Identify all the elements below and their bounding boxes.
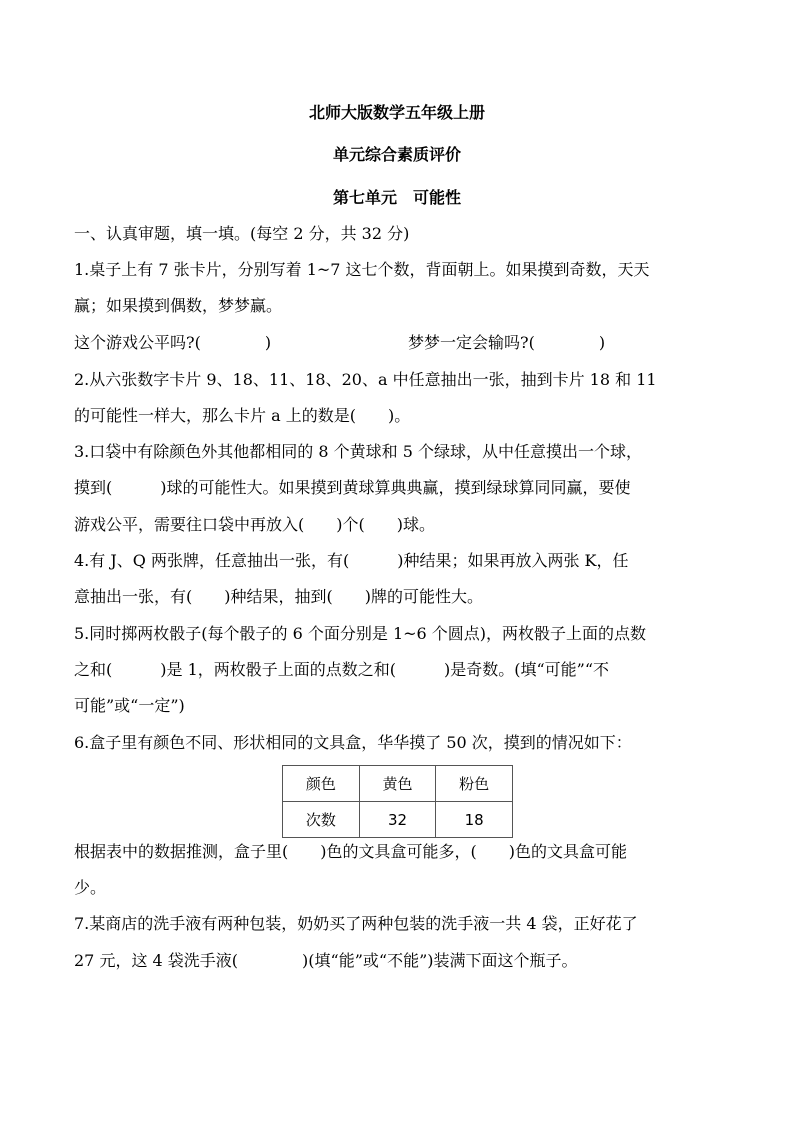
question-1-line-2: 赢；如果摸到偶数，梦梦赢。	[74, 296, 283, 315]
question-3-line-3: 游戏公平，需要往口袋中再放入( )个( )球。	[74, 515, 435, 534]
question-5-line-3: 可能”或“一定”)	[74, 696, 185, 715]
table-header-cell: 颜色	[283, 766, 360, 802]
table-row	[283, 766, 513, 802]
question-1-part-b: 梦梦一定会输吗?( )	[408, 333, 606, 352]
question-6-line-1: 6.盒子里有颜色不同、形状相同的文具盒，华华摸了 50 次，摸到的情况如下：	[74, 733, 632, 752]
question-1-line-1: 1.桌子上有 7 张卡片，分别写着 1~7 这七个数，背面朝上。如果摸到奇数，天天	[74, 260, 650, 279]
table-cell: 18	[436, 802, 513, 838]
document-title: 北师大版数学五年级上册	[308, 103, 485, 122]
question-6-line-3: 少。	[74, 878, 107, 897]
table-cell: 32	[359, 802, 436, 838]
question-4-line-2: 意抽出一张，有( )种结果，抽到( )牌的可能性大。	[74, 587, 483, 606]
question-2-line-2: 的可能性一样大，那么卡片 a 上的数是( )。	[74, 406, 411, 425]
question-4-line-1: 4.有 J、Q 两张牌，任意抽出一张，有( )种结果；如果再放入两张 K，任	[74, 551, 629, 570]
question-3-line-2: 摸到( )球的可能性大。如果摸到黄球算典典赢，摸到绿球算同同赢，要使	[74, 478, 631, 497]
section-heading: 一、认真审题，填一填。(每空 2 分，共 32 分)	[74, 224, 410, 243]
question-6-line-2: 根据表中的数据推测，盒子里( )色的文具盒可能多，( )色的文具盒可能	[74, 842, 627, 861]
question-2-line-1: 2.从六张数字卡片 9、18、11、18、20、a 中任意抽出一张，抽到卡片 18 和 11	[74, 370, 657, 389]
question-5-line-1: 5.同时掷两枚骰子(每个骰子的 6 个面分别是 1~6 个圆点)，两枚骰子上面的点数	[74, 624, 647, 643]
document-subtitle: 单元综合素质评价	[332, 145, 461, 164]
question-7-line-1: 7.某商店的洗手液有两种包装，奶奶买了两种包装的洗手液一共 4 袋，正好花了	[74, 914, 638, 933]
unit-title: 第七单元 可能性	[332, 188, 461, 207]
question-5-line-2: 之和( )是 1，两枚骰子上面的点数之和( )是奇数。(填“可能”“不	[74, 660, 610, 679]
draw-results-table	[282, 765, 513, 838]
question-1-part-a: 这个游戏公平吗?( )	[74, 333, 272, 352]
question-3-line-1: 3.口袋中有除颜色外其他都相同的 8 个黄球和 5 个绿球，从中任意摸出一个球，	[74, 442, 642, 461]
table-cell: 次数	[283, 802, 360, 838]
table-header-cell: 黄色	[359, 766, 436, 802]
table-header-cell: 粉色	[436, 766, 513, 802]
question-7-line-2: 27 元，这 4 袋洗手液( )(填“能”或“不能”)装满下面这个瓶子。	[74, 951, 578, 970]
table-row	[283, 802, 513, 838]
